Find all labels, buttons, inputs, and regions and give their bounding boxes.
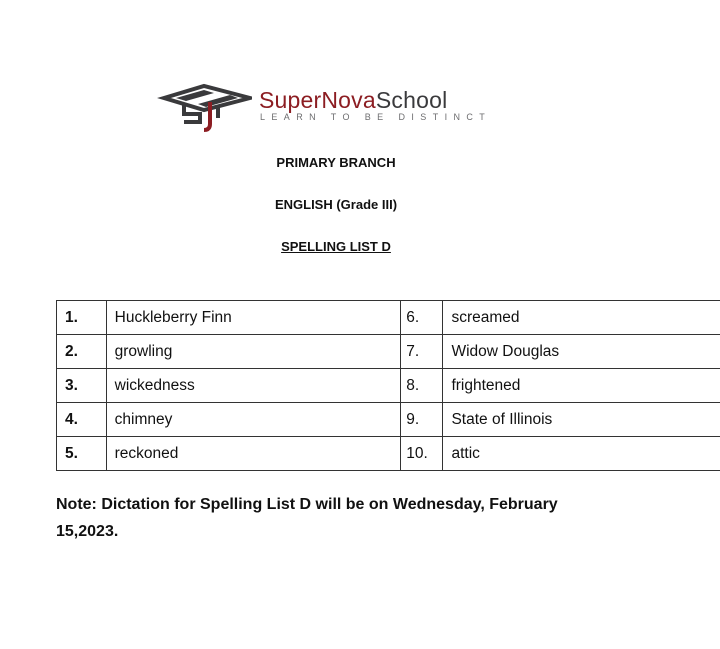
- item-number: 6.: [401, 301, 443, 335]
- item-number: 5.: [57, 437, 107, 471]
- item-number: 2.: [57, 335, 107, 369]
- table-row: [57, 437, 720, 471]
- graduation-cap-icon: [156, 82, 252, 132]
- item-number: 7.: [401, 335, 443, 369]
- spelling-word: growling: [106, 335, 401, 369]
- school-name-part2: School: [375, 87, 448, 113]
- item-number: 4.: [57, 403, 107, 437]
- spelling-word: Huckleberry Finn: [106, 301, 401, 335]
- table-row: [57, 403, 720, 437]
- school-logo: [156, 82, 526, 132]
- item-number: 10.: [401, 437, 443, 471]
- school-name: [259, 86, 447, 114]
- school-name-part1: SuperNova: [259, 87, 376, 113]
- spelling-table: [56, 300, 720, 471]
- branch-heading: PRIMARY BRANCH: [276, 155, 396, 170]
- table-row: [57, 335, 720, 369]
- item-number: 1.: [57, 301, 107, 335]
- spelling-word: attic: [443, 437, 720, 471]
- spelling-word: wickedness: [106, 369, 401, 403]
- spelling-word: reckoned: [106, 437, 401, 471]
- item-number: 3.: [57, 369, 107, 403]
- school-tagline: LEARN TO BE DISTINCT: [260, 112, 492, 122]
- table-row: [57, 301, 720, 335]
- spelling-word: frightened: [443, 369, 720, 403]
- table-row: [57, 369, 720, 403]
- spelling-word: State of Illinois: [443, 403, 720, 437]
- dictation-note: Note: Dictation for Spelling List D will be on Wednesday, February 15,2023.: [56, 496, 558, 540]
- spelling-word: screamed: [443, 301, 720, 335]
- spelling-word: chimney: [106, 403, 401, 437]
- spelling-word: Widow Douglas: [443, 335, 720, 369]
- item-number: 8.: [401, 369, 443, 403]
- subject-heading: ENGLISH (Grade III): [274, 197, 398, 212]
- list-title: SPELLING LIST D: [281, 239, 391, 254]
- item-number: 9.: [401, 403, 443, 437]
